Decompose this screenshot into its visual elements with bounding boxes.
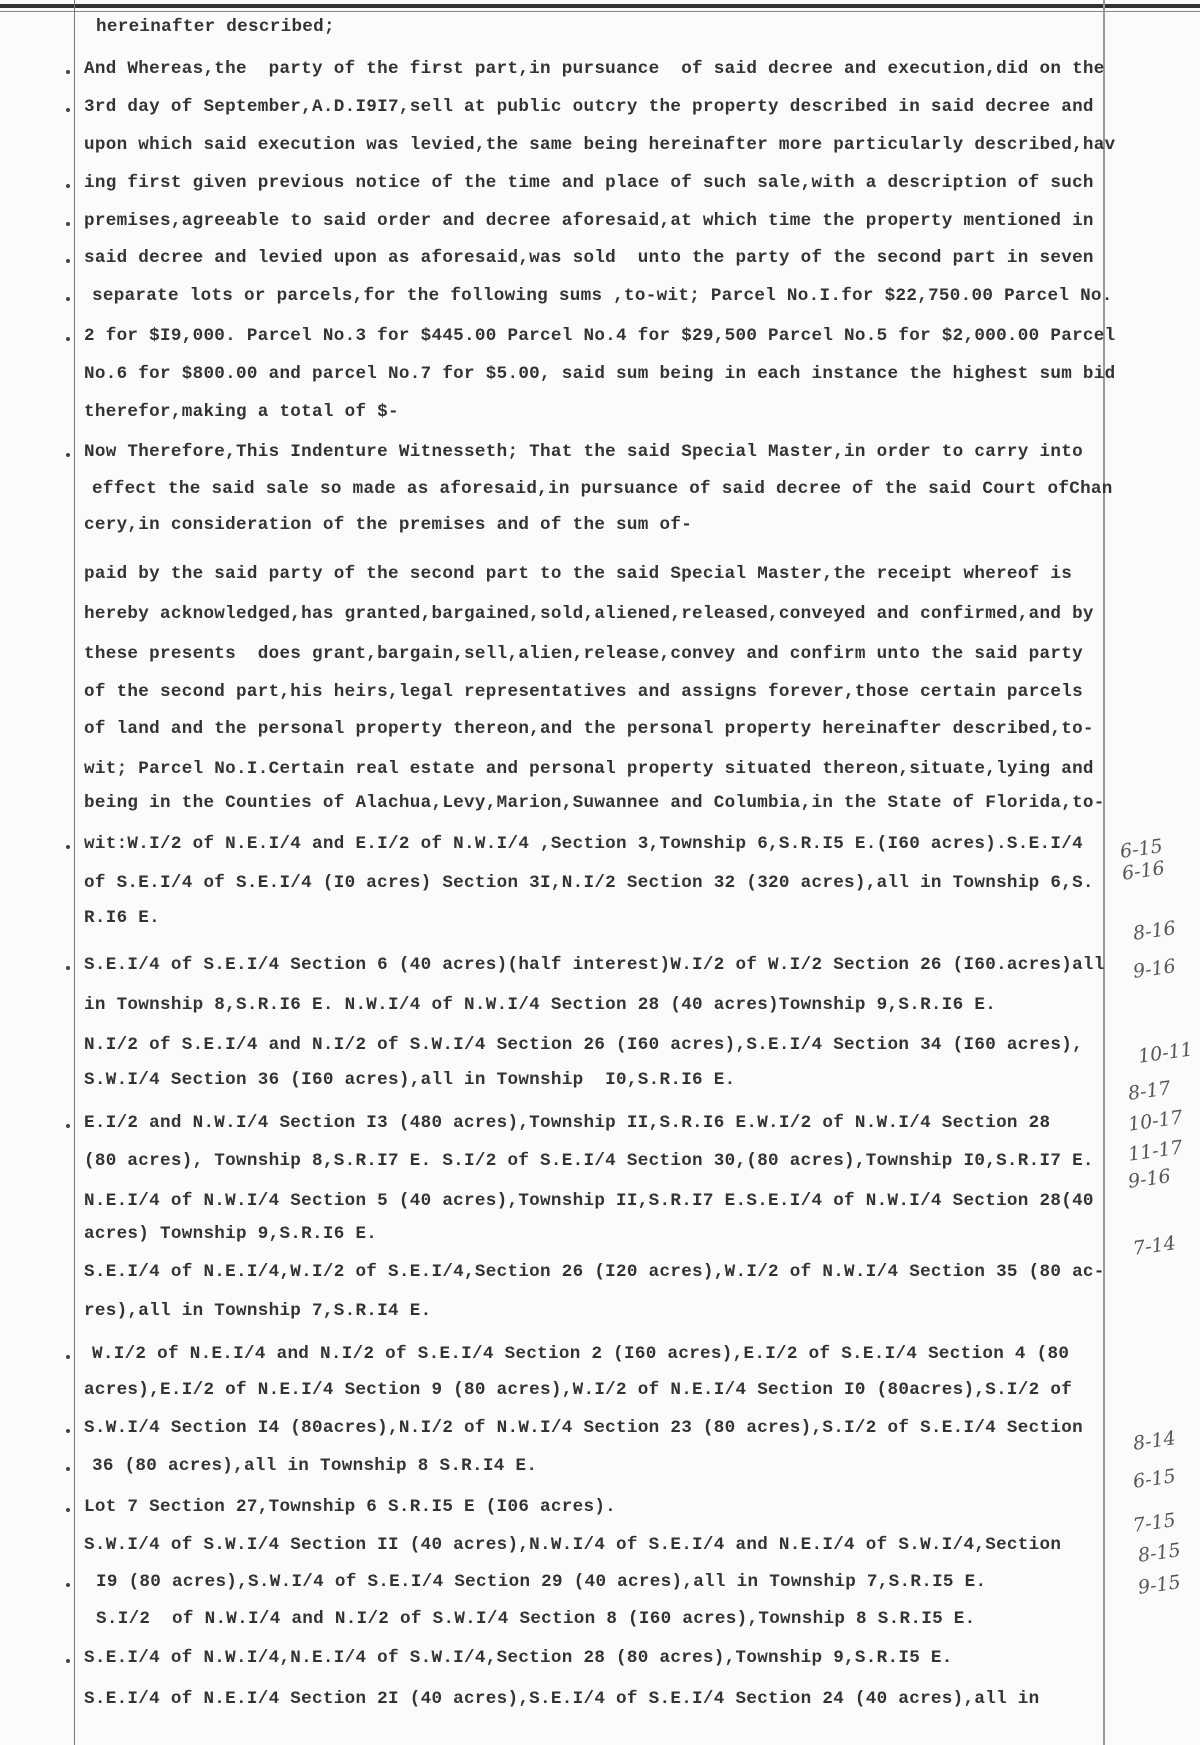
document-line: R.I6 E. — [84, 908, 161, 928]
document-line: wit:W.I/2 of N.E.I/4 and E.I/2 of N.W.I/4 ,Section 3,Township 6,S.R.I5 E.(I60 acres).S.E.I/4 — [84, 834, 1083, 854]
handwritten-margin-note: 8-17 — [1126, 1077, 1173, 1105]
handwritten-margin-note: 9-16 — [1131, 955, 1178, 983]
punch-dot — [66, 845, 70, 849]
handwritten-margin-note: 6-15 — [1131, 1465, 1178, 1493]
handwritten-margin-note: 8-16 — [1131, 917, 1178, 945]
document-line: these presents does grant,bargain,sell,alien,release,convey and confirm unto the said party — [84, 644, 1083, 664]
document-line: S.E.I/4 of N.W.I/4,N.E.I/4 of S.W.I/4,Section 28 (80 acres),Township 9,S.R.I5 E. — [84, 1648, 953, 1668]
document-line: S.E.I/4 of N.E.I/4,W.I/2 of S.E.I/4,Section 26 (I20 acres),W.I/2 of N.W.I/4 Section 35 (80 ac- — [84, 1262, 1105, 1282]
document-line: res),all in Township 7,S.R.I4 E. — [84, 1301, 432, 1321]
document-line: S.W.I/4 Section I4 (80acres),N.I/2 of N.W.I/4 Section 23 (80 acres),S.I/2 of S.E.I/4 Section — [84, 1418, 1083, 1438]
punch-dot — [66, 453, 70, 457]
document-line: S.E.I/4 of S.E.I/4 Section 6 (40 acres)(half interest)W.I/2 of W.I/2 Section 26 (I60.acres)all — [84, 955, 1105, 975]
handwritten-margin-note: 10-11 — [1136, 1038, 1195, 1068]
document-line: paid by the said party of the second part to the said Special Master,the receipt whereof is — [84, 564, 1073, 584]
document-line: N.E.I/4 of N.W.I/4 Section 5 (40 acres),Township II,S.R.I7 E.S.E.I/4 of N.W.I/4 Section 28(40 — [84, 1191, 1094, 1211]
document-line: 36 (80 acres),all in Township 8 S.R.I4 E. — [92, 1456, 538, 1476]
document-line: of the second part,his heirs,legal representatives and assigns forever,those certain parcels — [84, 682, 1083, 702]
document-line: being in the Counties of Alachua,Levy,Marion,Suwannee and Columbia,in the State of Florida,to- — [84, 793, 1105, 813]
document-line: separate lots or parcels,for the following sums ,to-wit; Parcel No.I.for $22,750.00 Parcel No. — [92, 286, 1113, 306]
handwritten-margin-note: 8-15 — [1136, 1539, 1183, 1567]
handwritten-margin-note: 6-16 — [1120, 857, 1167, 885]
document-line: E.I/2 and N.W.I/4 Section I3 (480 acres),Township II,S.R.I6 E.W.I/2 of N.W.I/4 Section 28 — [84, 1113, 1051, 1133]
document-line: No.6 for $800.00 and parcel No.7 for $5.00, said sum being in each instance the highest sum bid — [84, 364, 1116, 384]
document-line: cery,in consideration of the premises and of the sum of- — [84, 515, 693, 535]
document-line: S.I/2 of N.W.I/4 and N.I/2 of S.W.I/4 Section 8 (I60 acres),Township 8 S.R.I5 E. — [96, 1609, 976, 1629]
document-line: W.I/2 of N.E.I/4 and N.I/2 of S.E.I/4 Section 2 (I60 acres),E.I/2 of S.E.I/4 Section 4 (80 — [92, 1344, 1070, 1364]
document-line: hereby acknowledged,has granted,bargained,sold,aliened,released,conveyed and confirmed,and by — [84, 604, 1094, 624]
document-line: acres) Township 9,S.R.I6 E. — [84, 1224, 378, 1244]
punch-dot — [66, 70, 70, 74]
punch-dot — [66, 1429, 70, 1433]
punch-dot — [66, 1659, 70, 1663]
handwritten-margin-note: 9-16 — [1126, 1165, 1173, 1193]
punch-dot — [66, 259, 70, 263]
punch-dot — [66, 337, 70, 341]
punch-dot — [66, 1355, 70, 1359]
handwritten-margin-note: 8-14 — [1131, 1427, 1178, 1455]
handwritten-margin-note: 9-15 — [1136, 1571, 1183, 1599]
punch-dot — [66, 1467, 70, 1471]
punch-dot — [66, 222, 70, 226]
document-line: hereinafter described; — [96, 17, 335, 37]
punch-dot — [66, 297, 70, 301]
document-line: And Whereas,the party of the first part,in pursuance of said decree and execution,did on the — [84, 59, 1105, 79]
document-line: 2 for $I9,000. Parcel No.3 for $445.00 Parcel No.4 for $29,500 Parcel No.5 for $2,000.00 Parcel — [84, 326, 1116, 346]
document-line: in Township 8,S.R.I6 E. N.W.I/4 of N.W.I/4 Section 28 (40 acres)Township 9,S.R.I6 E. — [84, 995, 997, 1015]
document-line: therefor,making a total of $- — [84, 402, 399, 422]
handwritten-margin-note: 7-15 — [1131, 1509, 1178, 1537]
document-line: S.W.I/4 Section 36 (I60 acres),all in Township I0,S.R.I6 E. — [84, 1070, 736, 1090]
document-line: S.E.I/4 of N.E.I/4 Section 2I (40 acres),S.E.I/4 of S.E.I/4 Section 24 (40 acres),all in — [84, 1689, 1040, 1709]
punch-dot — [66, 966, 70, 970]
document-line: effect the said sale so made as aforesaid,in pursuance of said decree of the said Court ofChan — [92, 479, 1113, 499]
document-line: wit; Parcel No.I.Certain real estate and personal property situated thereon,situate,lying and — [84, 759, 1094, 779]
punch-dot — [66, 1508, 70, 1512]
document-line: S.W.I/4 of S.W.I/4 Section II (40 acres),N.W.I/4 of S.E.I/4 and N.E.I/4 of S.W.I/4,Section — [84, 1535, 1062, 1555]
document-line: Lot 7 Section 27,Township 6 S.R.I5 E (I06 acres). — [84, 1497, 617, 1517]
document-line: acres),E.I/2 of N.E.I/4 Section 9 (80 acres),W.I/2 of N.E.I/4 Section I0 (80acres),S.I/2 of — [84, 1380, 1073, 1400]
document-line: upon which said execution was levied,the same being hereinafter more particularly described,hav — [84, 135, 1116, 155]
document-line: (80 acres), Township 8,S.R.I7 E. S.I/2 of S.E.I/4 Section 30,(80 acres),Township I0,S.R.I7 E. — [84, 1151, 1094, 1171]
document-line: 3rd day of September,A.D.I9I7,sell at public outcry the property described in said decree and — [84, 97, 1094, 117]
handwritten-margin-note: 6-15 — [1118, 835, 1165, 863]
handwritten-margin-note: 11-17 — [1126, 1136, 1185, 1166]
punch-dot — [66, 108, 70, 112]
left-margin-line — [74, 0, 75, 1745]
document-line: Now Therefore,This Indenture Witnesseth; That the said Special Master,in order to carry into — [84, 442, 1083, 462]
punch-dot — [66, 184, 70, 188]
punch-dot — [66, 1583, 70, 1587]
document-line: I9 (80 acres),S.W.I/4 of S.E.I/4 Section 29 (40 acres),all in Township 7,S.R.I5 E. — [96, 1572, 987, 1592]
document-line: of S.E.I/4 of S.E.I/4 (I0 acres) Section 3I,N.I/2 Section 32 (320 acres),all in Township 6,S. — [84, 873, 1094, 893]
page-top-rule — [0, 4, 1200, 8]
document-line: ing first given previous notice of the time and place of such sale,with a description of such — [84, 173, 1094, 193]
document-line: of land and the personal property thereon,and the personal property hereinafter described,to- — [84, 719, 1094, 739]
page-top-rule-thin — [0, 11, 1200, 12]
document-line: said decree and levied upon as aforesaid,was sold unto the party of the second part in seven — [84, 248, 1094, 268]
handwritten-margin-note: 7-14 — [1131, 1232, 1178, 1260]
handwritten-margin-note: 10-17 — [1126, 1106, 1185, 1136]
document-line: N.I/2 of S.E.I/4 and N.I/2 of S.W.I/4 Section 26 (I60 acres),S.E.I/4 Section 34 (I60 acres), — [84, 1035, 1083, 1055]
punch-dot — [66, 1124, 70, 1128]
document-line: premises,agreeable to said order and decree aforesaid,at which time the property mentioned in — [84, 211, 1094, 231]
right-margin-line — [1103, 0, 1105, 1745]
